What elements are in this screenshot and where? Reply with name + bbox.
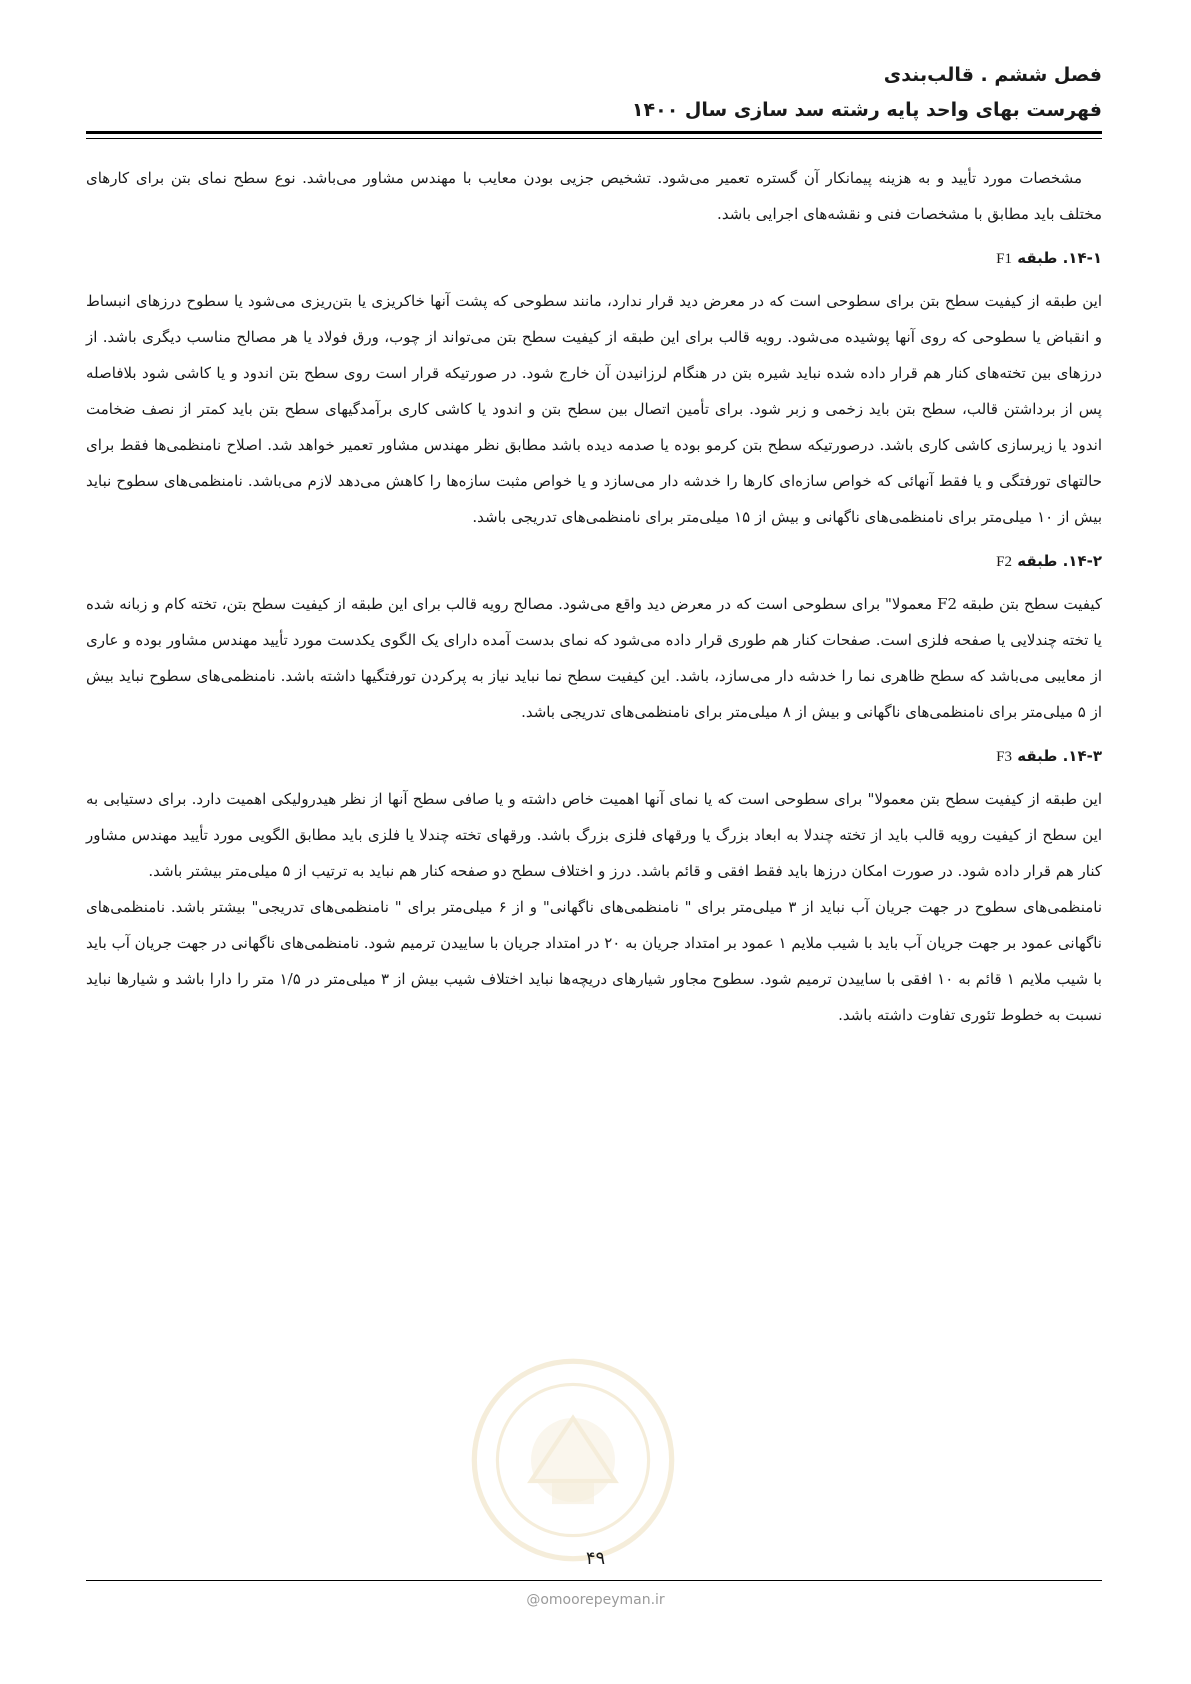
header-rule-thin bbox=[86, 138, 1102, 139]
intro-paragraph: مشخصات مورد تأیید و به هزینه پیمانکار آن گستره تعمیر می‌شود. تشخیص جزیی بودن معایب با مهندس مشاور می‌باشد. نوع سطح نمای بتن برای کارهای مختلف باید مطابق با مشخصات فنی و نقشه‌های اجرایی باشد. bbox=[86, 169, 1102, 223]
page-number: ۴۹ bbox=[585, 1548, 606, 1569]
section-heading-class: F2 bbox=[996, 554, 1012, 570]
footer-rule bbox=[86, 1580, 1102, 1581]
watermark-url: @omoorepeyman.ir bbox=[526, 1592, 665, 1608]
section-heading-f3 bbox=[86, 740, 1102, 773]
section-heading-number: ۱۴-۲. طبقه bbox=[1017, 552, 1102, 570]
section-f2-paragraph: کیفیت سطح بتن طبقه F2 معمولا" برای سطوحی است که در معرض دید واقع می‌شود. مصالح رویه قالب برای این طبقه از کیفیت سطح بتن، تخته کام و زبانه شده یا تخته چندلایی یا صفحه فلزی است. صفحات کنار هم طوری قرار داده می‌شود که نمای بدست آمده دارای یک الگوی یکدست مورد تأیید مهندس مشاور بوده و عاری از معایبی می‌باشد که سطح ظاهری نما را خدشه دار می‌سازد، باشد. این کیفیت سطح نما نباید نیاز به پرکردن تورفتگیها داشته باشد. نامنظمی‌های سطوح نباید بیش از ۵ میلی‌متر برای نامنظمی‌های ناگهانی و بیش از ۸ میلی‌متر برای نامنظمی‌های تدریجی باشد. bbox=[86, 595, 1103, 721]
chapter-title: فصل ششم . قالب‌بندی bbox=[883, 64, 1102, 86]
page-header bbox=[86, 58, 1102, 128]
header-rule-thick bbox=[86, 131, 1102, 134]
section-heading-class: F1 bbox=[996, 251, 1012, 267]
section-heading-f2 bbox=[86, 545, 1102, 578]
page-content bbox=[86, 160, 1102, 1033]
section-f3-paragraph-2: نامنظمی‌های سطوح در جهت جریان آب نباید از ۳ میلی‌متر برای " نامنظمی‌های ناگهانی" و از ۶ میلی‌متر برای " نامنظمی‌های تدریجی" بیشتر باشد. نامنظمی‌های ناگهانی عمود بر جهت جریان آب باید با شیب ملایم ۱ عمود بر امتداد جریان به ۲۰ در امتداد جریان با ساییدن ترمیم شود. نامنظمی‌های ناگهانی در جهت جریان آب باید با شیب ملایم ۱ قائم به ۱۰ افقی با ساییدن ترمیم شود. سطوح مجاور شیارهای دریچه‌ها نباید اختلاف شیب بیش از ۳ میلی‌متر در ۱/۵ متر را دارا باشد و شیارها نباید نسبت به خطوط تئوری تفاوت داشته باشد. bbox=[86, 898, 1102, 1024]
watermark-seal-icon bbox=[468, 1355, 678, 1565]
document-subtitle: فهرست بهای واحد پایه رشته سد سازی سال ۱۴۰۰ bbox=[631, 99, 1102, 121]
section-heading-f1 bbox=[86, 242, 1102, 275]
section-f3-paragraph: این طبقه از کیفیت سطح بتن معمولا" برای سطوحی است که یا نمای آنها اهمیت خاص داشته و یا صافی سطح آنها از نظر هیدرولیکی اهمیت دارد. برای دستیابی به این سطح از کیفیت رویه قالب باید از تخته چندلا به ابعاد بزرگ یا ورقهای فلزی بزرگ باشد. ورقهای تخته چندلا یا فلزی باید مطابق الگویی مورد تأیید مهندس مشاور کنار هم قرار داده شود. در صورت امکان درزها باید فقط افقی و قائم باشد. درز و اختلاف سطح دو صفحه کنار هم نباید به ترتیب از ۵ میلی‌متر بیشتر باشد. bbox=[86, 790, 1102, 880]
section-heading-number: ۱۴-۳. طبقه bbox=[1017, 747, 1102, 765]
section-f1-paragraph: این طبقه از کیفیت سطح بتن برای سطوحی است که در معرض دید قرار ندارد، مانند سطوحی که پشت آنها خاکریزی یا بتن‌ریزی می‌شود یا سطوح درزهای انبساط و انقباض یا سطوحی که روی آنها پوشیده می‌شود. رویه قالب برای این طبقه از کیفیت سطح بتن می‌تواند از چوب، ورق فولاد یا هر مصالح مناسب دیگری باشد. از درزهای بین تخته‌های کنار هم قرار داده شده نباید شیره بتن در هنگام لرزانیدن آن خارج شود. در صورتیکه قرار است روی سطح بتن اندود و یا کاشی شود بلافاصله پس از برداشتن قالب، سطح بتن باید زخمی و زبر شود. برای تأمین اتصال بین سطح بتن و اندود یا کاشی کاری برآمدگیهای سطح بتن باید کمتر از نصف ضخامت اندود یا زیرسازی کاشی کاری باشد. درصورتیکه سطح بتن کرمو بوده یا صدمه دیده باشد مطابق نظر مهندس مشاور تعمیر خواهد شد. اصلاح نامنظمی‌ها فقط برای حالتهای تورفتگی و یا فقط آنهائی که خواص سازه‌ای کارها را خدشه دار می‌سازد و یا خواص مثبت سازه‌ها را کاهش می‌دهد لازم می‌باشد. نامنظمی‌های سطوح نباید بیش از ۱۰ میلی‌متر برای نامنظمی‌های ناگهانی و بیش از ۱۵ میلی‌متر برای نامنظمی‌های تدریجی باشد. bbox=[86, 292, 1102, 526]
section-heading-number: ۱۴-۱. طبقه bbox=[1017, 249, 1102, 267]
section-heading-class: F3 bbox=[996, 749, 1012, 765]
